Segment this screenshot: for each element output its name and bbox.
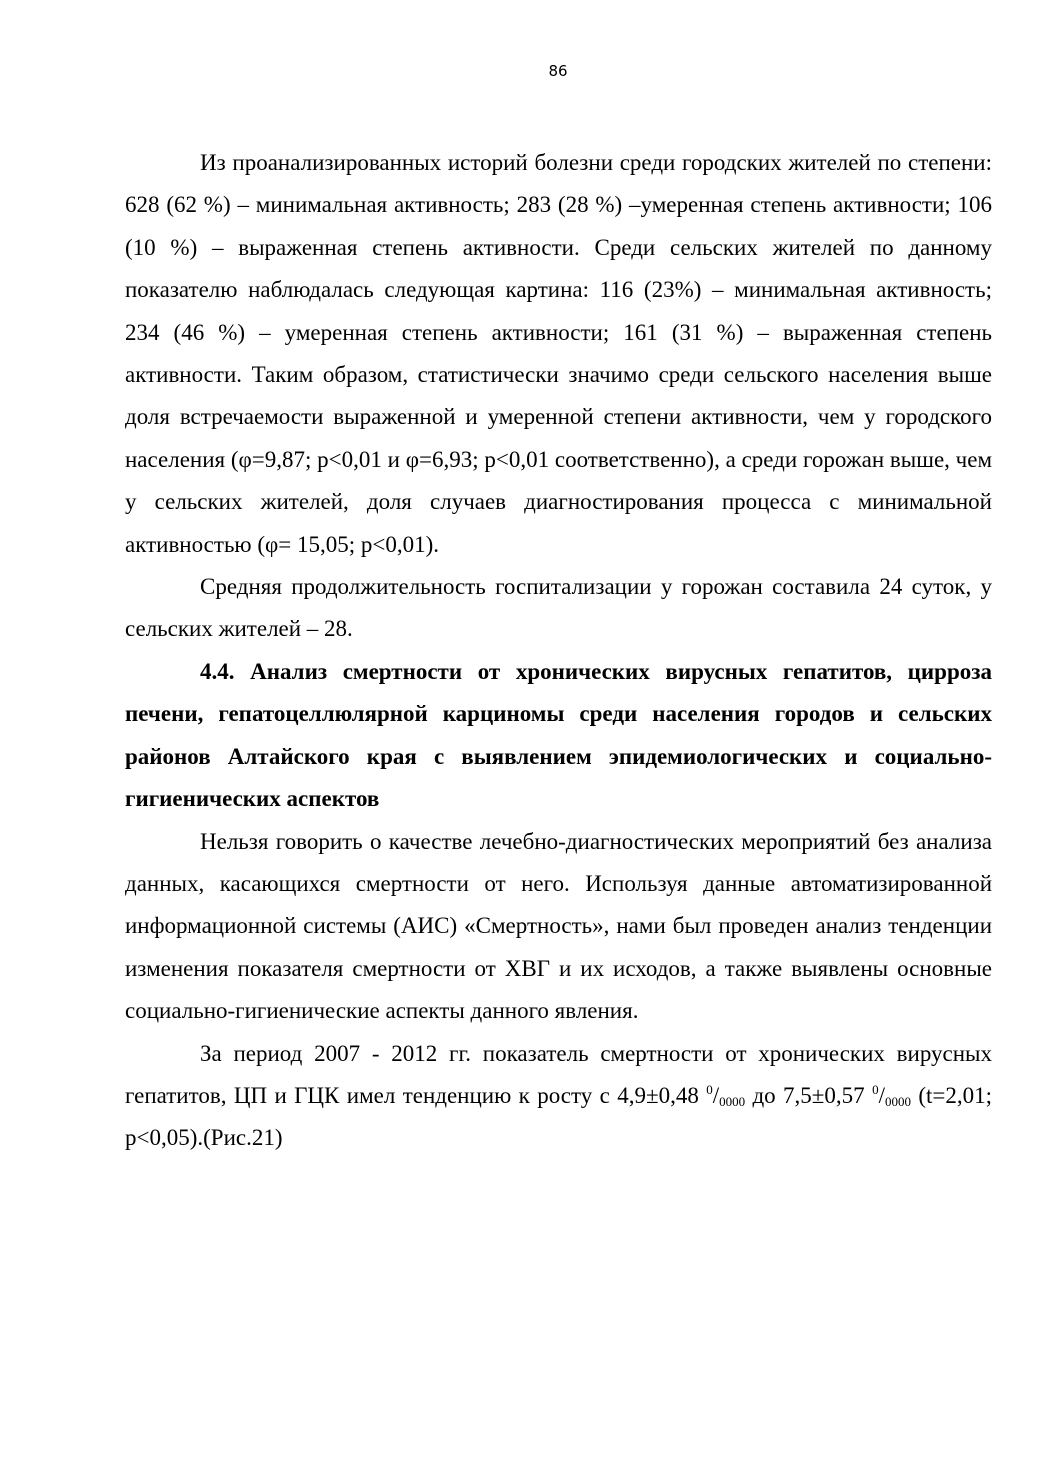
- paragraph-mortality-trend: [125, 1033, 992, 1160]
- rate-unit-sub-1: 0000: [719, 1093, 746, 1109]
- rate-unit-slash-2: /: [878, 1082, 885, 1108]
- paragraph-hospitalization: Средняя продолжительность госпитализации у горожан составила 24 суток, у сельских жителей – 28.: [125, 574, 992, 642]
- rate-unit-sup-2: 0: [872, 1081, 879, 1097]
- page-number: 86: [548, 62, 568, 80]
- section-heading: 4.4. Анализ смертности от хронических вирусных гепатитов, цирроза печени, гепатоцеллюлярной карциномы среди населения городов и сельских районов Алтайского края с выявлением эпидемиологических и социально-гигиенических аспектов: [125, 658, 992, 812]
- document-body: [125, 142, 992, 1160]
- rate-unit-sub-2: 0000: [884, 1093, 911, 1109]
- paragraph-disease-activity: Из проанализированных историй болезни среди городских жителей по степени: 628 (62 %) – минимальная активность; 283 (28 %) –умеренная степень активности; 106 (10 %) – выраженная степень активности. Среди сельских жителей по данному показателю наблюдалась следующая картина: 116 (23%) – минимальная активность; 234 (46 %) – умеренная степень активности; 161 (31 %) – выраженная степень активности. Таким образом, статистически значимо среди сельского населения выше доля встречаемости выраженной и умеренной степени активности, чем у городского населения (φ=9,87; p<0,01 и φ=6,93; p<0,01 соответственно), а среди горожан выше, чем у сельских жителей, доля случаев диагностирования процесса с минимальной активностью (φ= 15,05; p<0,01).: [125, 150, 992, 557]
- trend-text-part1: За период 2007 - 2012 гг. показатель смертности от хронических вирусных гепатитов, ЦП и ГЦК имел тенденцию к росту с 4,9±0,48: [125, 1040, 992, 1108]
- rate-unit-sup-1: 0: [706, 1081, 713, 1097]
- rate-unit-slash-1: /: [712, 1082, 720, 1108]
- trend-text-part3: (t=2,01; p<0,05).(Рис.21): [125, 1082, 992, 1151]
- paragraph-mortality-analysis: Нельзя говорить о качестве лечебно-диагностических мероприятий без анализа данных, касающихся смертности от него. Используя данные автоматизированной информационной системы (АИС) «Смертность», нами был проведен анализ тенденции изменения показателя смертности от ХВГ и их исходов, а также выявлены основные социально-гигиенические аспекты данного явления.: [125, 828, 992, 1024]
- trend-text-part2: до 7,5±0,57: [745, 1082, 873, 1108]
